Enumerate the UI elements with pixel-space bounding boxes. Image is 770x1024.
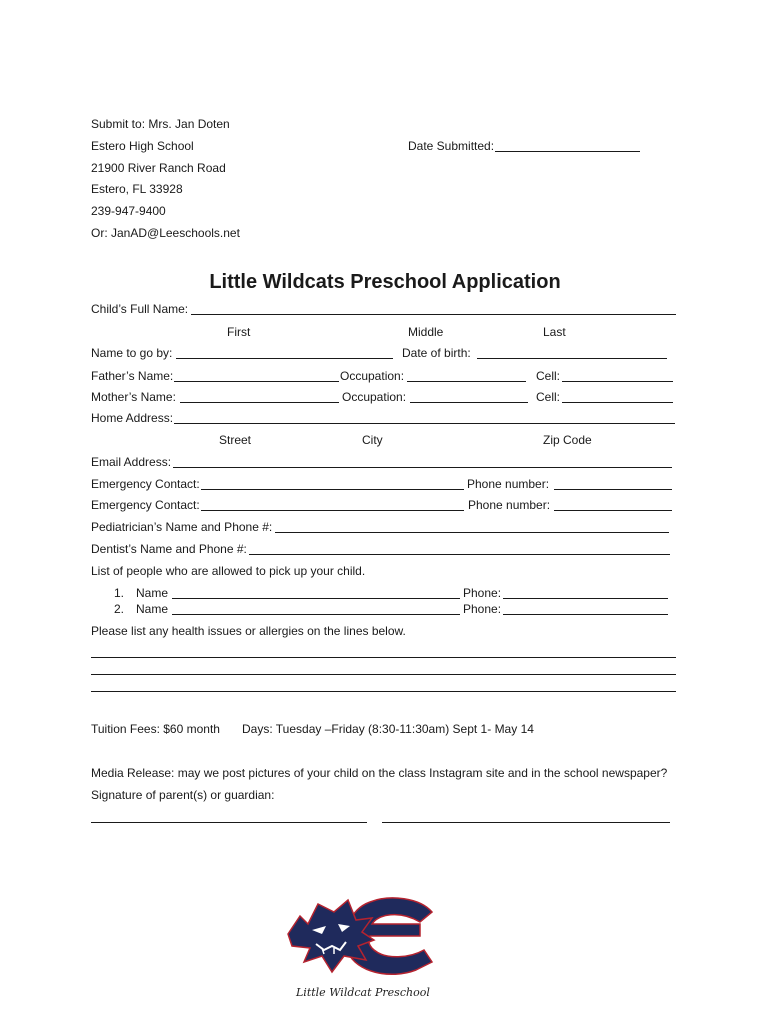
home-address-label: Home Address: <box>91 411 174 425</box>
school-phone: 239-947-9400 <box>91 204 166 218</box>
pediatrician-field[interactable] <box>275 532 669 533</box>
signature-field-1[interactable] <box>91 822 367 823</box>
mother-occupation-field[interactable] <box>410 402 528 403</box>
name-to-go-by-label: Name to go by: <box>91 346 173 360</box>
pickup-list-label: List of people who are allowed to pick up your child. <box>91 564 366 578</box>
health-line-2[interactable] <box>91 674 676 675</box>
mother-cell-field[interactable] <box>562 402 673 403</box>
fathers-name-label: Father’s Name: <box>91 369 174 383</box>
fathers-name-field[interactable] <box>174 381 339 382</box>
pickup-1-phone-label: Phone: <box>463 586 502 600</box>
emergency-contact-2-field[interactable] <box>201 510 464 511</box>
mothers-name-label: Mother’s Name: <box>91 390 176 404</box>
dentist-label: Dentist’s Name and Phone #: <box>91 542 247 556</box>
emergency-contact-1-label: Emergency Contact: <box>91 477 200 491</box>
pickup-1-name-field[interactable] <box>172 598 460 599</box>
emergency-phone-2-field[interactable] <box>554 510 672 511</box>
home-address-field[interactable] <box>174 423 675 424</box>
date-submitted-field[interactable] <box>495 151 640 152</box>
emergency-phone-1-field[interactable] <box>554 489 672 490</box>
email-address-field[interactable] <box>173 467 672 468</box>
school-city: Estero, FL 33928 <box>91 182 183 196</box>
last-caption: Last <box>543 325 566 339</box>
health-line-3[interactable] <box>91 691 676 692</box>
signature-label: Signature of parent(s) or guardian: <box>91 788 275 802</box>
father-cell-field[interactable] <box>562 381 673 382</box>
child-full-name-field[interactable] <box>191 314 676 315</box>
signature-field-2[interactable] <box>382 822 670 823</box>
mothers-name-field[interactable] <box>180 402 339 403</box>
father-occupation-field[interactable] <box>407 381 526 382</box>
middle-caption: Middle <box>408 325 444 339</box>
emergency-phone-1-label: Phone number: <box>467 477 550 491</box>
emergency-phone-2-label: Phone number: <box>468 498 551 512</box>
page-title: Little Wildcats Preschool Application <box>209 271 561 293</box>
media-release: Media Release: may we post pictures of your child on the class Instagram site and in the school newspaper? <box>91 766 668 780</box>
pickup-2-name-label: Name <box>136 602 169 616</box>
dentist-field[interactable] <box>249 554 670 555</box>
date-of-birth-label: Date of birth: <box>402 346 471 360</box>
tuition-days: Days: Tuesday –Friday (8:30-11:30am) Sept 1- May 14 <box>242 722 534 736</box>
pickup-2-phone-field[interactable] <box>503 614 668 615</box>
first-caption: First <box>227 325 251 339</box>
school-name: Estero High School <box>91 139 194 153</box>
city-caption: City <box>362 433 383 447</box>
pickup-1-phone-field[interactable] <box>503 598 668 599</box>
pickup-1-number: 1. <box>114 586 125 600</box>
emergency-contact-1-field[interactable] <box>201 489 464 490</box>
email-address-label: Email Address: <box>91 455 172 469</box>
wildcat-logo <box>282 890 442 982</box>
pickup-1-name-label: Name <box>136 586 169 600</box>
mother-cell-label: Cell: <box>536 390 561 404</box>
father-occupation-label: Occupation: <box>340 369 405 383</box>
health-line-1[interactable] <box>91 657 676 658</box>
school-street: 21900 River Ranch Road <box>91 161 226 175</box>
logo-caption: Little Wildcat Preschool <box>296 986 430 999</box>
child-full-name-label: Child’s Full Name: <box>91 302 189 316</box>
zip-caption: Zip Code <box>543 433 592 447</box>
pickup-2-phone-label: Phone: <box>463 602 502 616</box>
pickup-2-name-field[interactable] <box>172 614 460 615</box>
street-caption: Street <box>219 433 252 447</box>
father-cell-label: Cell: <box>536 369 561 383</box>
date-submitted-label: Date Submitted: <box>408 139 495 153</box>
emergency-contact-2-label: Emergency Contact: <box>91 498 200 512</box>
pickup-2-number: 2. <box>114 602 125 616</box>
tuition-fees: Tuition Fees: $60 month <box>91 722 220 736</box>
pediatrician-label: Pediatrician’s Name and Phone #: <box>91 520 273 534</box>
health-label: Please list any health issues or allergies on the lines below. <box>91 624 406 638</box>
mother-occupation-label: Occupation: <box>342 390 407 404</box>
name-to-go-by-field[interactable] <box>176 358 393 359</box>
date-of-birth-field[interactable] <box>477 358 667 359</box>
submit-to: Submit to: Mrs. Jan Doten <box>91 117 230 131</box>
school-email: Or: JanAD@Leeschools.net <box>91 226 240 240</box>
